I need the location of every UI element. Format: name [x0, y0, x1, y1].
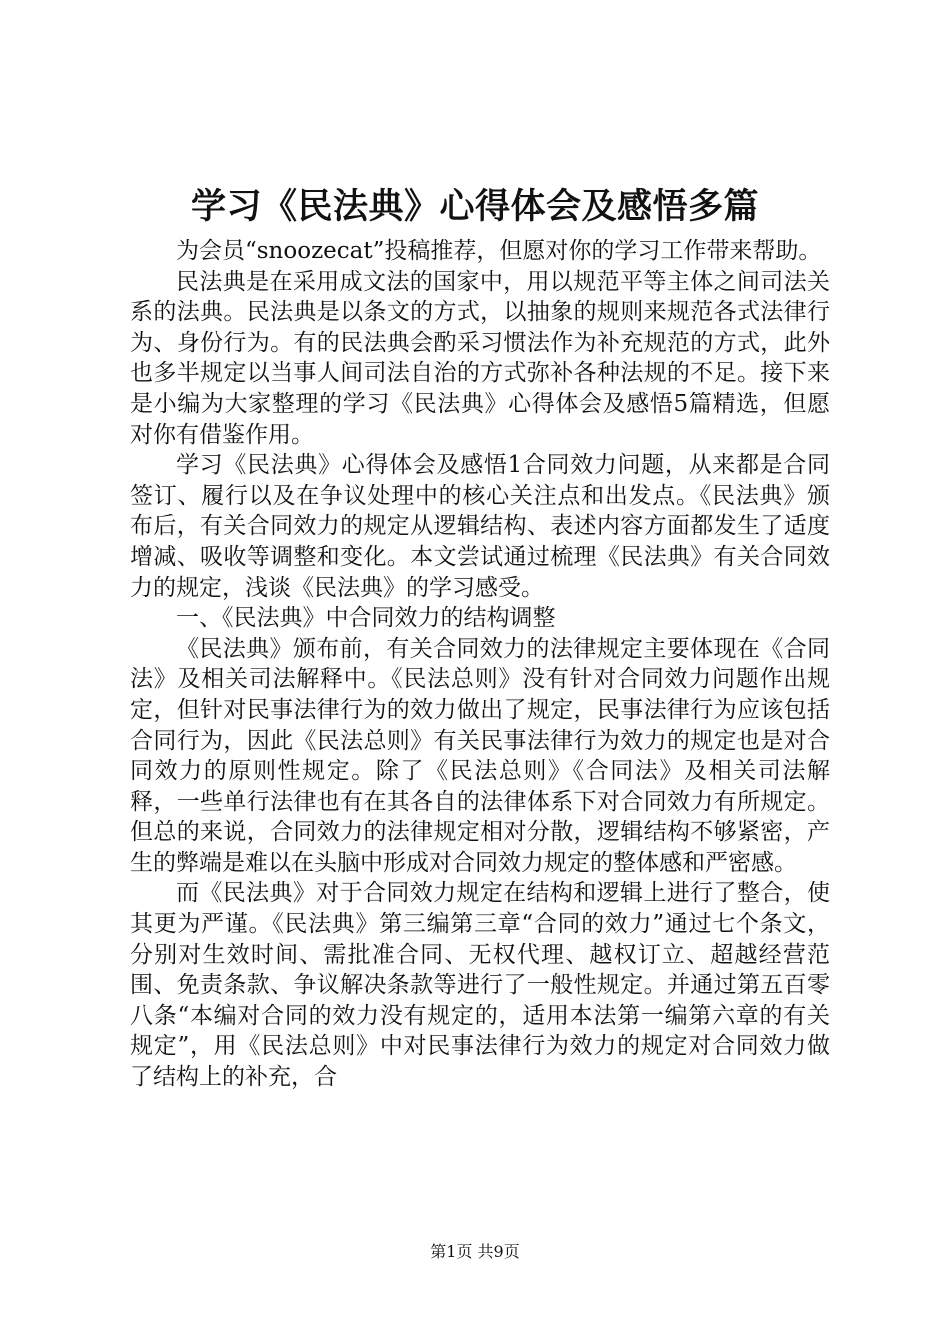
document-title: 学习《民法典》心得体会及感悟多篇: [190, 187, 759, 227]
document-body: [130, 236, 830, 1093]
paragraph-intro: 为会员“snoozecat”投稿推荐，但愿对你的学习工作带来帮助。: [176, 238, 822, 264]
paragraph-structure-before: 《民法典》颁布前，有关合同效力的法律规定主要体现在《合同法》及相关司法解释中。《民法总则》没有针对合同效力问题作出规定，但针对民事法律行为的效力做出了规定，民事法律行为应该包括合同行为，因此《民法总则》有关民事法律行为效力的规定也是对合同效力的原则性规定。除了《民法总则》《合同法》及相关司法解释，一些单行法律也有在其各自的法律体系下对合同效力有所规定。但总的来说，合同效力的法律规定相对分散，逻辑结构不够紧密，产生的弊端是难以在头脑中形成对合同效力规定的整体感和严密感。: [130, 635, 830, 876]
section-heading: 一、《民法典》中合同效力的结构调整: [176, 605, 556, 632]
paragraph-essay-1: 学习《民法典》心得体会及感悟1合同效力问题，从来都是合同签订、履行以及在争议处理中的核心关注点和出发点。《民法典》颁布后，有关合同效力的规定从逻辑结构、表述内容方面都发生了适度增减、吸收等调整和变化。本文尝试通过梳理《民法典》有关合同效力的规定，浅谈《民法典》的学习感受。: [130, 452, 830, 601]
page-footer: 第1页 共9页: [430, 1242, 520, 1261]
paragraph-definition: 民法典是在采用成文法的国家中，用以规范平等主体之间司法关系的法典。民法典是以条文的方式，以抽象的规则来规范各式法律行为、身份行为。有的民法典会酌采习惯法作为补充规范的方式，此外也多半规定以当事人间司法自治的方式弥补各种法规的不足。接下来是小编为大家整理的学习《民法典》心得体会及感悟5篇精选，但愿对你有借鉴作用。: [130, 268, 830, 448]
paragraph-structure-after: 而《民法典》对于合同效力规定在结构和逻辑上进行了整合，使其更为严谨。《民法典》第三编第三章“合同的效力”通过七个条文，分别对生效时间、需批准合同、无权代理、越权订立、超越经营范围、免责条款、争议解决条款等进行了一般性规定。并通过第五百零八条“本编对合同的效力没有规定的，适用本法第一编第六章的有关规定”，用《民法总则》中对民事法律行为效力的规定对合同效力做了结构上的补充，合: [130, 880, 830, 1091]
